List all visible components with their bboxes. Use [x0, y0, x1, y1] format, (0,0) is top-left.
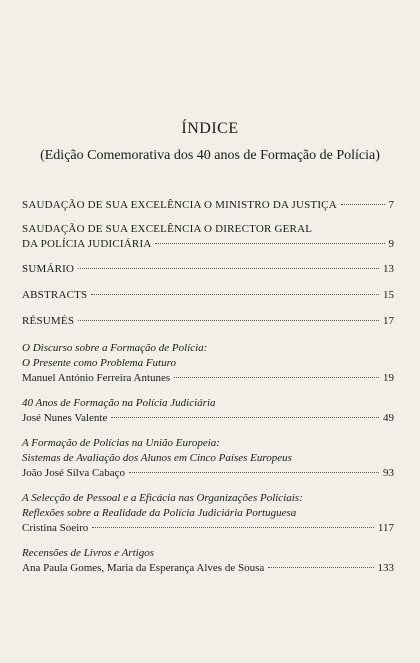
toc-heading: 40 Anos de Formação na Polícia Judiciária: [22, 397, 216, 409]
toc-entry-title-continued: DA POLÍCIA JUDICIÁRIA: [22, 238, 152, 250]
toc-heading: Recensões de Livros e Artigos: [22, 547, 154, 559]
toc-author: João José Silva Cabaço: [22, 467, 125, 479]
dot-leader: [78, 268, 379, 269]
toc-entry[interactable]: [22, 262, 394, 277]
dot-leader: [78, 320, 379, 321]
toc-entry[interactable]: [22, 436, 394, 481]
toc-entry[interactable]: [22, 491, 394, 536]
toc-entry[interactable]: [22, 314, 394, 329]
toc-heading-continued: O Presente como Problema Futuro: [22, 357, 176, 369]
toc-page-number: 117: [377, 522, 394, 534]
toc-author: Cristina Soeiro: [22, 522, 89, 534]
dot-leader: [129, 472, 379, 473]
dot-leader: [111, 417, 379, 418]
toc-page-number: 15: [383, 289, 394, 301]
dot-leader: [174, 377, 379, 378]
toc-page-number: 133: [377, 562, 394, 574]
toc-page-number: 7: [388, 199, 394, 211]
toc-entry[interactable]: [22, 288, 394, 303]
toc-heading: O Discurso sobre a Formação de Polícia:: [22, 342, 208, 354]
dot-leader: [268, 567, 373, 568]
toc-heading-continued: Sistemas de Avaliação dos Alunos em Cinco Países Europeus: [22, 452, 292, 464]
toc-author: Manuel António Ferreira Antunes: [22, 372, 171, 384]
toc-page-number: 19: [383, 372, 394, 384]
toc-heading-continued: Reflexões sobre a Realidade da Polícia Judiciária Portuguesa: [22, 507, 297, 519]
toc-page-number: 49: [383, 412, 394, 424]
toc-entry-title: RÉSUMÉS: [22, 315, 75, 327]
dot-leader: [91, 294, 379, 295]
dot-leader: [155, 243, 384, 244]
toc-entry[interactable]: [22, 546, 394, 576]
toc-author: José Nunes Valente: [22, 412, 108, 424]
toc-entry-title: SUMÁRIO: [22, 263, 75, 275]
toc-heading: A Selecção de Pessoal e a Eficácia nas Organizações Policiais:: [22, 492, 303, 504]
toc-entry[interactable]: [22, 222, 394, 252]
toc-page-number: 9: [388, 238, 394, 250]
page-subtitle: (Edição Comemorativa dos 40 anos de Formação de Polícia): [40, 148, 380, 163]
toc-page-number: 17: [383, 315, 394, 327]
toc-page-number: 93: [383, 467, 394, 479]
toc-entry[interactable]: [22, 396, 394, 426]
toc-entry-title: ABSTRACTS: [22, 289, 88, 301]
dot-leader: [341, 204, 385, 205]
toc-page-number: 13: [383, 263, 394, 275]
toc-entry-title: SAUDAÇÃO DE SUA EXCELÊNCIA O DIRECTOR GERAL: [22, 223, 313, 235]
page-title: ÍNDICE: [181, 120, 239, 137]
toc-heading: A Formação de Polícias na União Europeia:: [22, 437, 220, 449]
toc-entry[interactable]: [22, 341, 394, 386]
toc-author: Ana Paula Gomes, Maria da Esperança Alves de Sousa: [22, 562, 265, 574]
toc-entry[interactable]: [22, 198, 394, 213]
toc-entry-title: SAUDAÇÃO DE SUA EXCELÊNCIA O MINISTRO DA JUSTIÇA: [22, 199, 337, 211]
dot-leader: [92, 527, 374, 528]
